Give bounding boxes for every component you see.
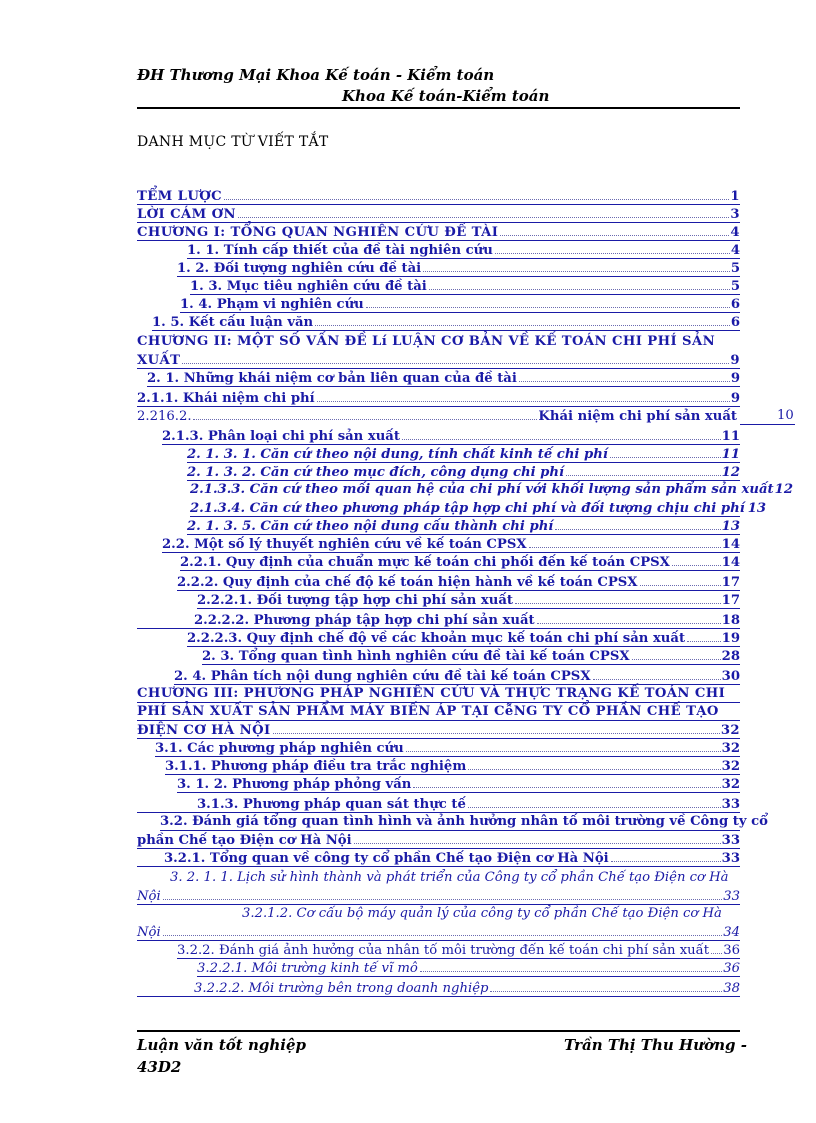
footer-rule — [137, 1030, 740, 1032]
toc-entry-chapter-2-cont[interactable]: XUẤT 9 — [137, 353, 740, 368]
toc-entry-3-1-2[interactable]: 3. 1. 2. Phương pháp phỏng vấn 32 — [177, 777, 740, 792]
toc-entry-3-1-3[interactable]: 3.1.3. Phương pháp quan sát thực tế 33 — [0, 795, 816, 813]
toc-entry-3-2-1-2-cont[interactable]: Nội 34 — [137, 925, 740, 940]
toc-entry-3-2-cont[interactable]: phần Chế tạo Điện cơ Hà Nội 33 — [137, 833, 740, 848]
toc-entry-3-2-2-1[interactable]: 3.2.2.1. Môi trường kinh tế vĩ mô 36 — [197, 961, 740, 976]
toc-entry-2-2-2-2[interactable]: 2.2.2.2. Phương pháp tập hợp chi phí sản xuất 18 — [0, 611, 816, 629]
header-university: ĐH Thương Mại Khoa Kế toán - Kiểm toán — [137, 66, 495, 84]
toc-entry-chapter-2[interactable]: CHƯƠNG II: MỘT SỐ VẤN ĐỀ Lí LUẬN CƠ BẢN VỀ KẾ TOÁN CHI PHÍ SẢN — [137, 334, 716, 349]
toc-entry-2-1-3-1[interactable]: 2. 1. 3. 1. Căn cứ theo nội dung, tính chất kinh tế chi phí 11 — [187, 447, 740, 462]
toc-entry-2-2-2[interactable]: 2.2.2. Quy định của chế độ kế toán hiện hành về kế toán CPSX 17 — [177, 575, 740, 590]
header-faculty: Khoa Kế toán-Kiểm toán — [342, 87, 550, 105]
toc-entry-2-1-2[interactable]: 2.216.2. Khái niệm chi phí sản xuất 10 — [137, 408, 794, 424]
toc-entry-1-4[interactable]: 1. 4. Phạm vi nghiên cứu 6 — [180, 297, 740, 312]
toc-entry-2-2-1[interactable]: 2.2.1. Quy định của chuẩn mực kế toán chi phối đến kế toán CPSX 14 — [180, 555, 740, 570]
toc-entry-3-2-1[interactable]: 3.2.1. Tổng quan về công ty cổ phần Chế tạo Điện cơ Hà Nội 33 — [0, 849, 816, 867]
toc-entry-2-1-3-2[interactable]: 2. 1. 3. 2. Căn cứ theo mục đích, công dụng chi phí 12 — [187, 465, 740, 480]
toc-entry-1-2[interactable]: 1. 2. Đối tượng nghiên cứu đề tài 5 — [177, 261, 740, 276]
toc-entry-summary[interactable]: TỂM LƯỢC 1 — [137, 189, 740, 204]
toc-entry-chapter-3[interactable]: CHƯƠNG III: PHƯƠNG PHÁP NGHIÊN CỨU VÀ THỰC TRẠNG KẾ TOÁN CHI — [0, 685, 816, 703]
toc-entry-2-2[interactable]: 2.2. Một số lý thuyết nghiên cứu về kế toán CPSX 14 — [162, 537, 740, 552]
toc-entry-3-2[interactable]: 3.2. Đánh giá tổng quan tình hình và ảnh hưởng nhân tố môi trường về Công ty cổ — [160, 814, 768, 829]
toc-entry-3-2-1-1-cont[interactable]: Nội 33 — [137, 889, 740, 904]
toc-entry-2-4[interactable]: 2. 4. Phân tích nội dung nghiên cứu đề tài kế toán CPSX 30 — [174, 669, 740, 684]
toc-entry-3-1-1[interactable]: 3.1.1. Phương pháp điều tra trắc nghiệm 32 — [165, 759, 740, 774]
toc-entry-2-2-2-1[interactable]: 2.2.2.1. Đối tượng tập hợp chi phí sản xuất 17 — [197, 593, 740, 608]
abbreviations-title: DANH MỤC TỪ VIẾT TẮT — [137, 134, 329, 150]
toc-entry-3-1[interactable]: 3.1. Các phương pháp nghiên cứu 32 — [155, 741, 740, 756]
toc-entry-3-2-1-1[interactable]: 3. 2. 1. 1. Lịch sử hình thành và phát triển của Công ty cổ phần Chế tạo Điện cơ Hà — [170, 870, 729, 885]
toc-entry-2-1-3-5[interactable]: 2. 1. 3. 5. Căn cứ theo nội dung cấu thành chi phí 13 — [187, 519, 740, 534]
toc-entry-1-1[interactable]: 1. 1. Tính cấp thiết của đề tài nghiên cứu 4 — [187, 243, 740, 258]
toc-entry-3-2-2-2[interactable]: 3.2.2.2. Môi trường bên trong doanh nghiệp 38 — [0, 979, 816, 997]
toc-entry-2-1-3[interactable]: 2.1.3. Phân loại chi phí sản xuất 11 — [162, 429, 740, 444]
toc-entry-2-3[interactable]: 2. 3. Tổng quan tình hình nghiên cứu đề tài kế toán CPSX 28 — [202, 649, 740, 664]
toc-entry-acknowledgement[interactable]: LỜI CÁM ƠN 3 — [137, 207, 740, 222]
toc-entry-2-1-1[interactable]: 2.1.1. Khái niệm chi phí 9 — [137, 391, 740, 406]
toc-entry-chapter-3-cont2[interactable]: ĐIỆN CƠ HÀ NỘI 32 — [137, 723, 740, 738]
footer-author: Trần Thị Thu Hường - — [564, 1036, 747, 1054]
toc-entry-2-1[interactable]: 2. 1. Những khái niệm cơ bản liên quan của đề tài 9 — [147, 371, 740, 386]
toc-entry-3-2-1-2[interactable]: 3.2.1.2. Cơ cấu bộ máy quản lý của công ty cổ phần Chế tạo Điện cơ Hà — [242, 906, 722, 921]
toc-entry-2-1-3-3[interactable]: 2.1.3.3. Căn cứ theo mối quan hệ của chi phí với khối lượng sản phẩm sản xuất 12 — [190, 482, 793, 497]
toc-entry-chapter-1[interactable]: CHƯƠNG I: TỔNG QUAN NGHIÊN CỨU ĐỀ TÀI 4 — [137, 225, 740, 240]
toc-entry-2-2-2-3[interactable]: 2.2.2.3. Quy định chế độ về các khoản mục kế toán chi phí sản xuất 19 — [187, 631, 740, 646]
toc-entry-3-2-2[interactable]: 3.2.2. Đánh giá ảnh hưởng của nhân tố môi trường đến kế toán chi phí sản xuất 36 — [177, 943, 740, 958]
toc-entry-chapter-3-cont[interactable]: PHÍ SẢN XUẤT SẢN PHẨM MÁY BIẾN ÁP TẠI CễNG TY CỔ PHẦN CHẾ TẠO — [0, 703, 816, 721]
footer-class: 43D2 — [137, 1058, 182, 1076]
toc-entry-2-1-3-4[interactable]: 2.1.3.4. Căn cứ theo phương pháp tập hợp chi phí và đối tượng chịu chi phí 13 — [190, 501, 767, 516]
footer-thesis-label: Luận văn tốt nghiệp — [137, 1036, 306, 1054]
toc-entry-1-3[interactable]: 1. 3. Mục tiêu nghiên cứu đề tài 5 — [190, 279, 740, 294]
toc-entry-1-5[interactable]: 1. 5. Kết cấu luận văn 6 — [152, 315, 740, 330]
header-rule — [137, 107, 740, 109]
